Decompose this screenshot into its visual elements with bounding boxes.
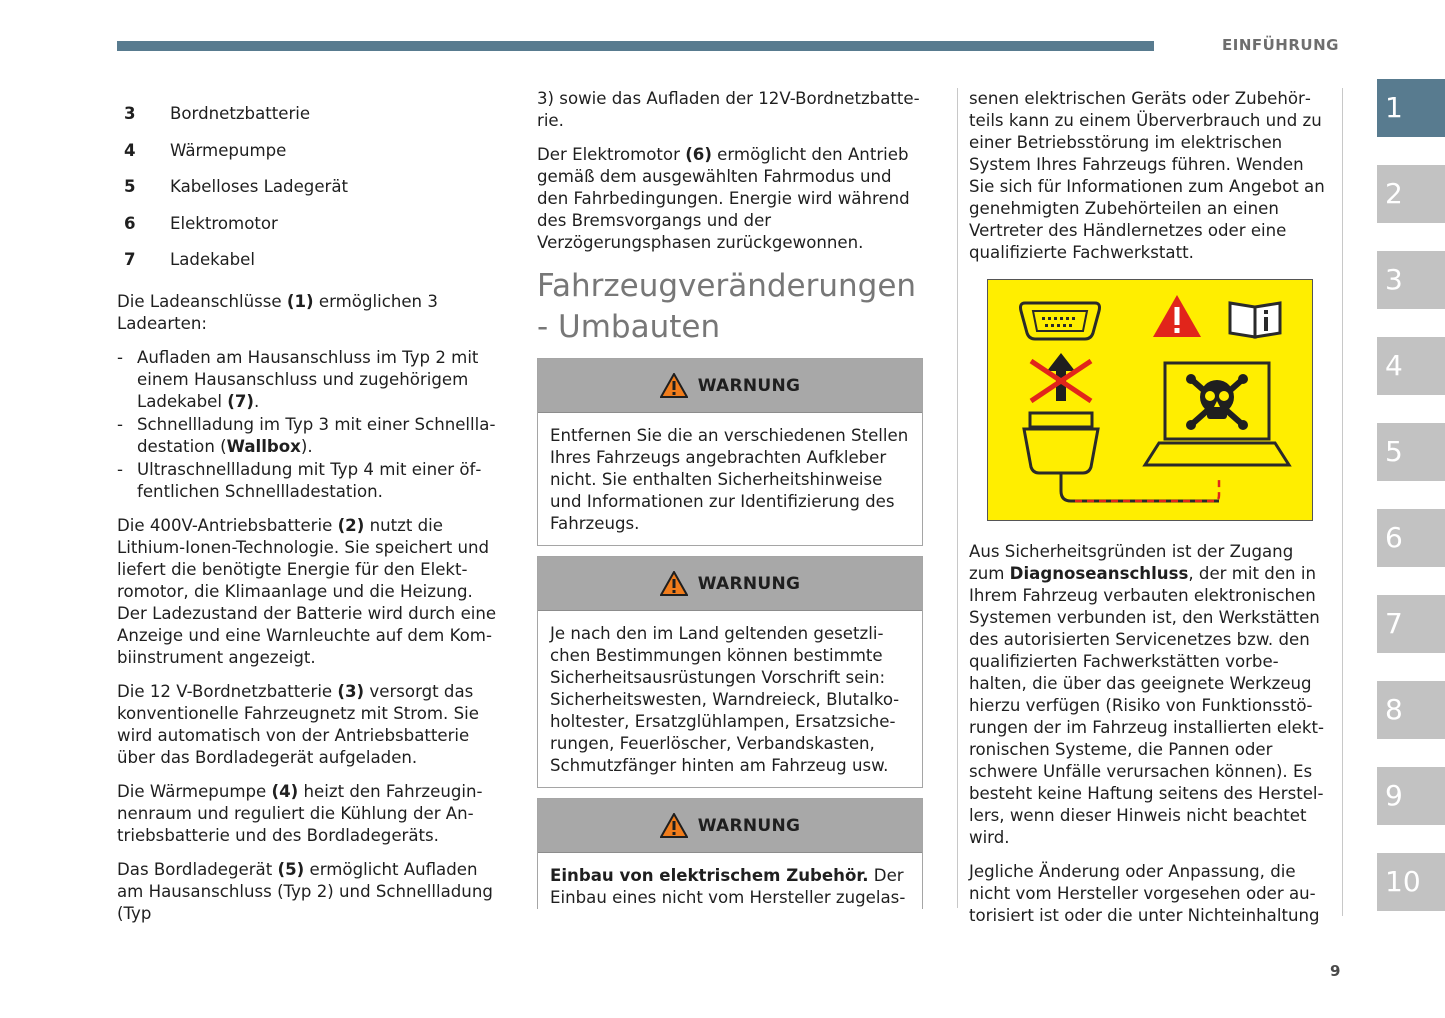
paragraph-modifications: Jegliche Änderung oder Anpassung, die nicht vom Hersteller vorgesehen oder autorisiert ist oder die unter Nichteinhaltung <box>969 862 1320 925</box>
section-title: EINFÜHRUNG <box>1222 36 1339 54</box>
warning-label: WARNUNG <box>697 573 801 594</box>
item-label: Ladekabel <box>170 250 255 270</box>
list-item: - Schnellladung im Typ 3 mit einer Schnellladestation (Wallbox). <box>117 414 507 458</box>
item-label: Kabelloses Ladegerät <box>170 177 349 197</box>
list-item: - Ultraschnellladung mit Typ 4 mit einer öffentlichen Schnellladestation. <box>117 459 507 503</box>
warning-triangle-icon <box>660 373 688 398</box>
warning-box <box>537 358 923 546</box>
warning-label: WARNUNG <box>697 375 801 396</box>
warning-header <box>538 557 922 611</box>
chapter-tab-6[interactable]: 6 <box>1377 509 1445 567</box>
warning-triangle-icon <box>660 571 688 596</box>
chapter-tab-3[interactable]: 3 <box>1377 251 1445 309</box>
paragraph-charging-ports: Die Ladeanschlüsse (1) ermöglichen 3 Ladearten: <box>117 291 438 333</box>
chapter-tab-7[interactable]: 7 <box>1377 595 1445 653</box>
chapter-tab-1[interactable]: 1 <box>1377 79 1445 137</box>
column-2 <box>537 88 925 909</box>
paragraph-heat-pump: Die Wärmepumpe (4) heizt den Fahrzeuginnenraum und reguliert die Kühlung der Antriebsbatterie und des Bordladegeräts. <box>117 781 483 845</box>
column-divider <box>1342 88 1343 916</box>
list-item <box>117 96 507 133</box>
item-label: Elektromotor <box>170 213 278 233</box>
item-number: 6 <box>124 213 136 233</box>
page-number: 9 <box>1330 962 1341 980</box>
diagnostic-port-warning-illustration <box>987 279 1313 521</box>
chapter-tab-2[interactable]: 2 <box>1377 165 1445 223</box>
warning-text: Je nach den im Land geltenden gesetzlichen Bestimmungen können bestimmte Sicherheitsausrüstungen Vorschrift sein: Sicherheitswesten, Warndreieck, Blutalkoholtester, Ersatzglühlampen, Ersatzsicherungen, Feuerlöscher, Verbandskasten, Schmutzfänger hinten am Fahrzeug usw. <box>550 624 900 775</box>
item-label: Bordnetzbatterie <box>170 104 311 124</box>
charging-modes-list <box>117 347 507 503</box>
chapter-tab-10[interactable]: 10 <box>1377 853 1445 911</box>
chapter-tab-9[interactable]: 9 <box>1377 767 1445 825</box>
section-heading: Fahrzeugveränderungen - Umbauten <box>537 268 917 345</box>
paragraph-12v-battery: Die 12 V-Bordnetzbatterie (3) versorgt das konventionelle Fahrzeugnetz mit Strom. Sie wird automatisch von der Antriebsbatterie über das Bordladegerät aufgeladen. <box>117 681 479 767</box>
list-item: - Aufladen am Hausanschluss im Typ 2 mit einem Hausanschluss und zugehörigem Ladekabel (7). <box>117 347 507 413</box>
header-bar <box>117 41 1154 51</box>
warning-header <box>538 799 922 853</box>
list-item <box>117 169 507 206</box>
paragraph-electric-motor: Der Elektromotor (6) ermöglicht den Antrieb gemäß dem ausgewählten Fahrmodus und den Fahrbedingungen. Energie wird während des Bremsvorgangs und der Verzögerungsphasen zurückgewonnen. <box>537 145 910 252</box>
item-number: 4 <box>124 140 136 160</box>
warning-text: Einbau von elektrischem Zubehör. Der Einbau eines nicht vom Hersteller zugelas- <box>550 866 906 907</box>
paragraph-diagnostic-port: Aus Sicherheitsgründen ist der Zugang zum Diagnoseanschluss, der mit den in Ihrem Fahrzeug verbauten elektronischen Systemen verbunden ist, den Werkstätten des autorisierten Servicenetzes bzw. den qualifizierten Fachwerkstätten vorbehalten, die über das geeignete Werkzeug hierzu verfügen (Risiko von Funktionsstörungen der im Fahrzeug installierten elektronischen Systeme, die Pannen oder schwere Unfälle verursachen können). Es besteht keine Haftung seitens des Herstellers, wenn dieser Hinweis nicht beachtet wird. <box>969 542 1325 847</box>
warning-box <box>537 798 923 909</box>
paragraph-drive-battery: Die 400V-Antriebsbatterie (2) nutzt die Lithium-Ionen-Technologie. Sie speichert und liefert die benötigte Energie für den Elektromotor, die Klimaanlage und die Heizung. Der Ladezustand der Batterie wird durch eine Anzeige und eine Warnleuchte auf dem Kombiinstrument angezeigt. <box>117 515 497 667</box>
paragraph-onboard-charger: Das Bordladegerät (5) ermöglicht Aufladen am Hausanschluss (Typ 2) und Schnellladung (Typ <box>117 859 493 923</box>
chapter-tab-8[interactable]: 8 <box>1377 681 1445 739</box>
component-list <box>117 96 507 279</box>
item-number: 5 <box>124 177 136 197</box>
item-number: 3 <box>124 104 136 124</box>
warning-label: WARNUNG <box>697 815 801 836</box>
chapter-tab-5[interactable]: 5 <box>1377 423 1445 481</box>
list-item <box>117 133 507 170</box>
chapter-tab-4[interactable]: 4 <box>1377 337 1445 395</box>
warning-box <box>537 556 923 788</box>
column-1 <box>117 88 507 937</box>
paragraph-continued: 3) sowie das Aufladen der 12V-Bordnetzbatterie. <box>537 89 920 130</box>
item-label: Wärmepumpe <box>170 140 287 160</box>
warning-triangle-icon <box>660 813 688 838</box>
column-3 <box>969 88 1325 939</box>
warning-text: Entfernen Sie die an verschiedenen Stellen Ihres Fahrzeugs angebrachten Aufkleber nicht. Sie enthalten Sicherheitshinweise und Informationen zur Identifizierung des Fahrzeugs. <box>550 426 909 533</box>
paragraph-accessories: senen elektrischen Geräts oder Zubehörteils kann zu einem Überverbrauch und zu einer Betriebsstörung im elektrischen System Ihres Fahrzeugs führen. Wenden Sie sich für Informationen zum Angebot an genehmigten Zubehörteilen an einen Vertreter des Händlernetzes oder eine qualifizierte Fachwerkstatt. <box>969 89 1325 262</box>
warning-header <box>538 359 922 413</box>
list-item <box>117 242 507 279</box>
list-item <box>117 206 507 243</box>
manual-book-icon <box>1230 303 1280 337</box>
item-number: 7 <box>124 250 136 270</box>
column-divider <box>957 88 958 908</box>
